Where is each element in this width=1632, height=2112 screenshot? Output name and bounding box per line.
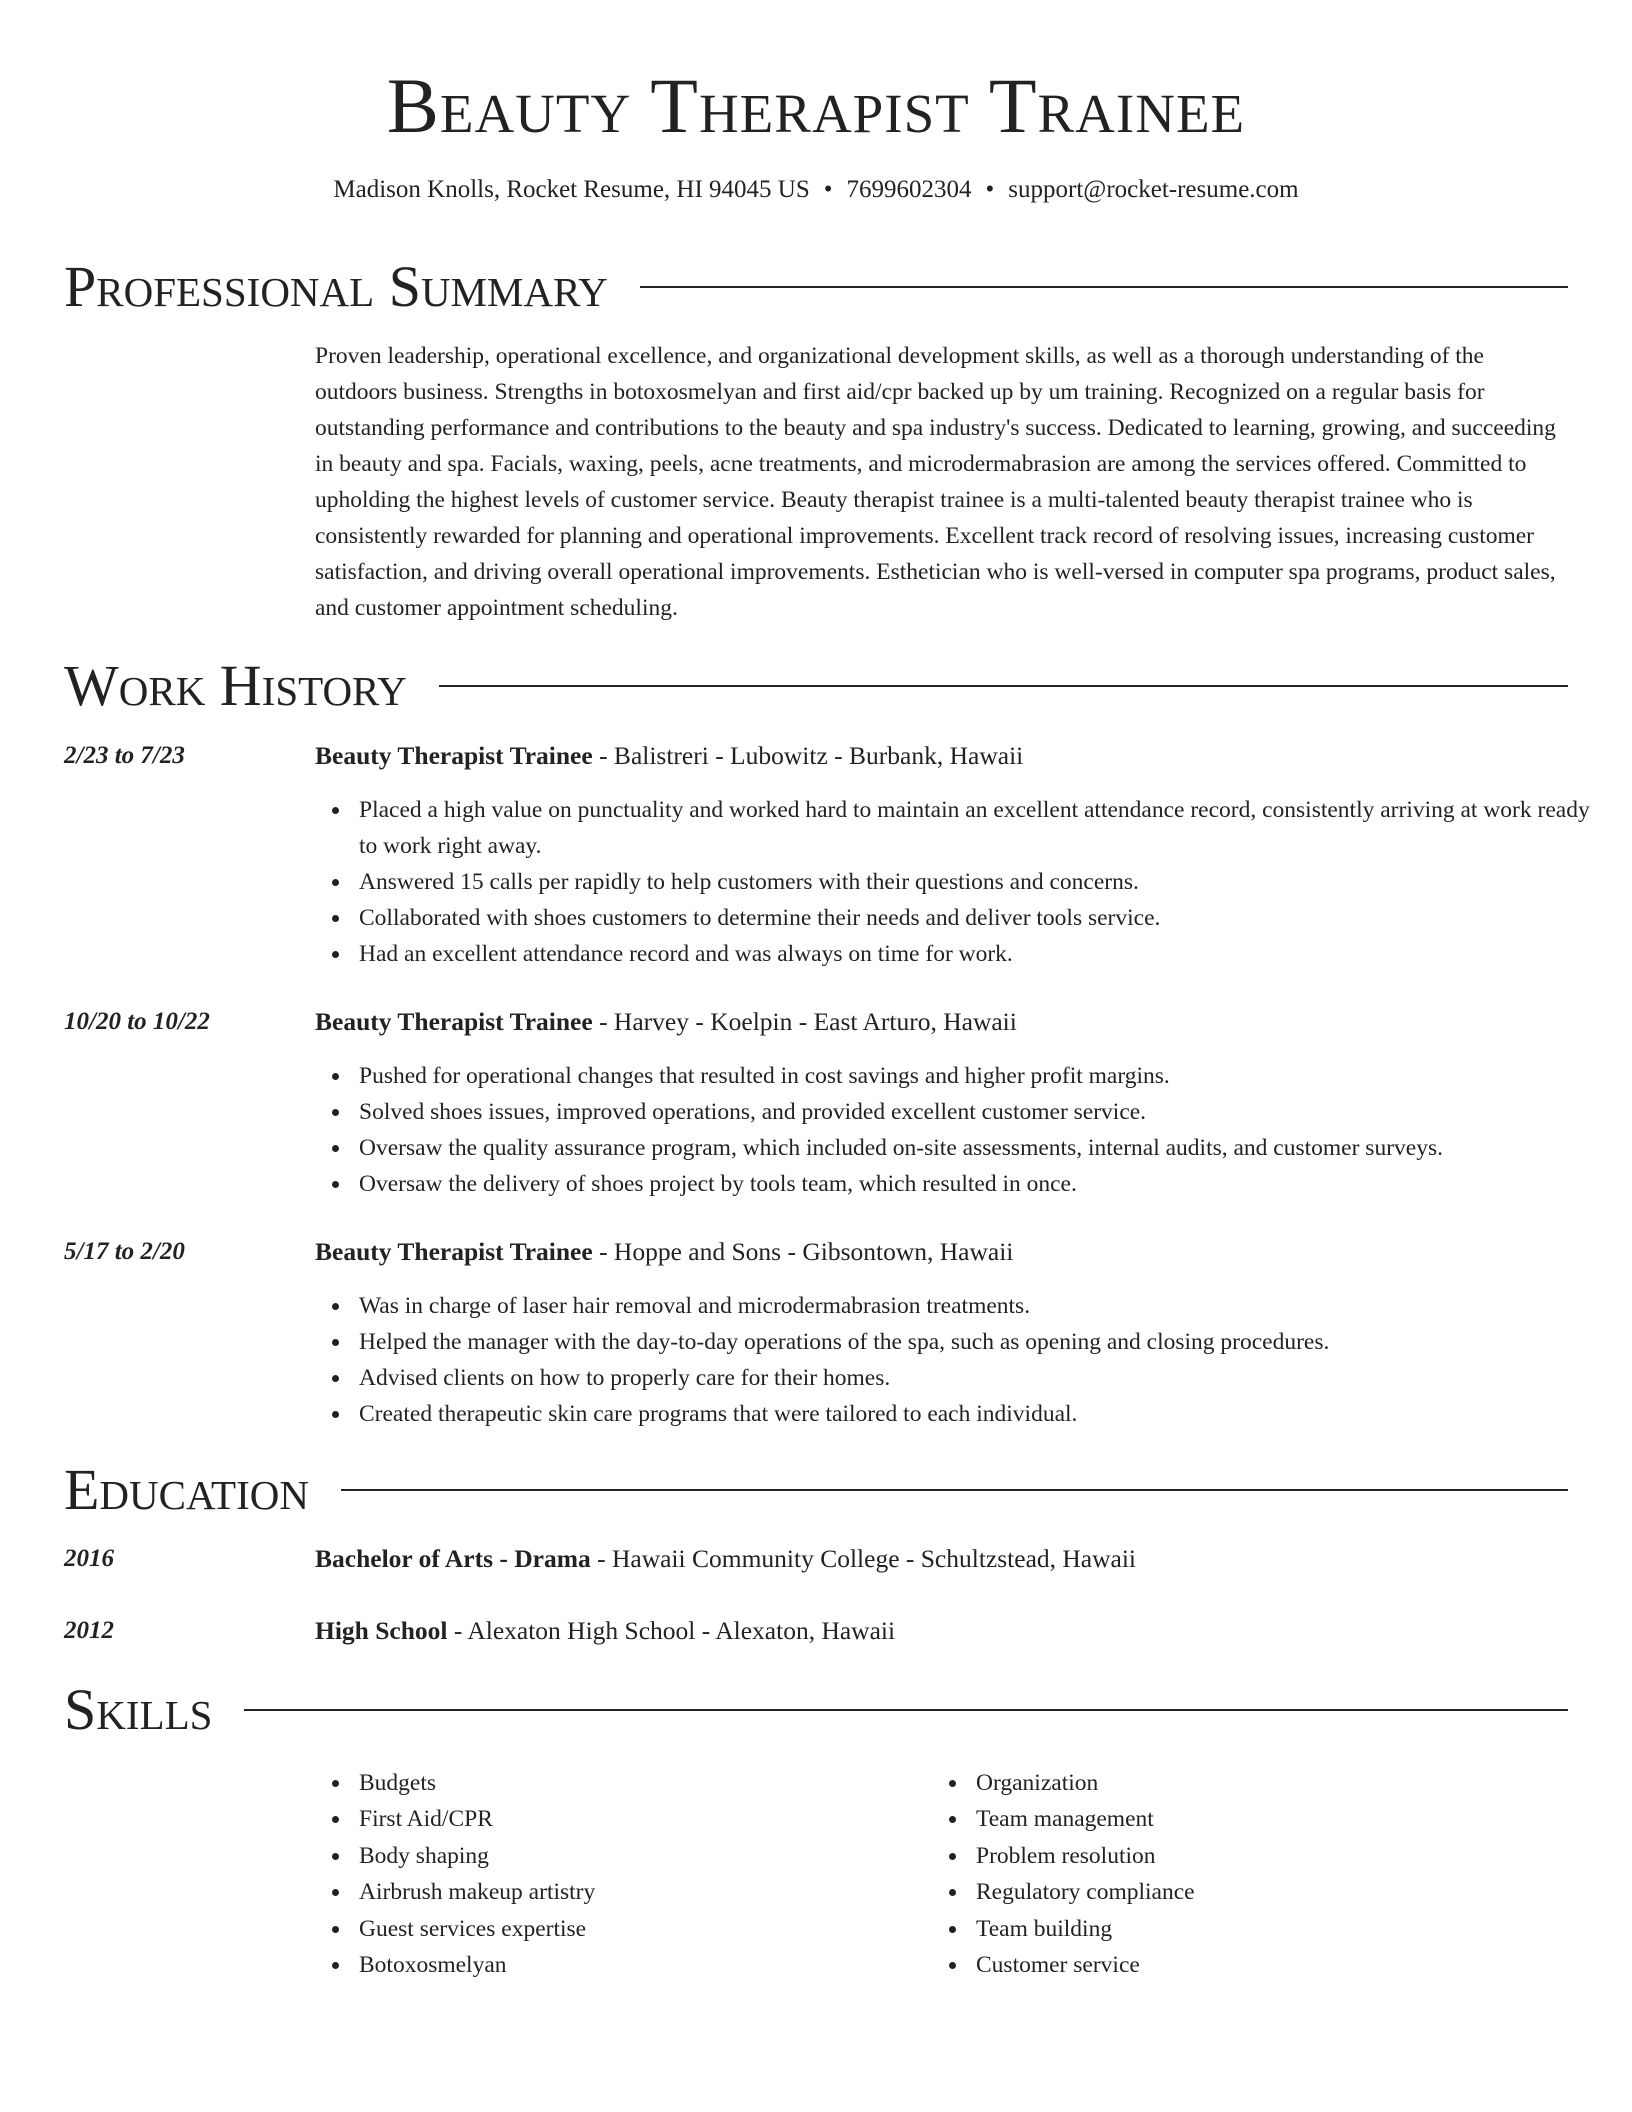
work-section-header [64,651,1568,721]
skills-list-left [315,1765,595,1983]
job-title-line [315,1234,1013,1270]
work-section-title: Work History [64,653,407,718]
education-school: - Alexaton High School - Alexaton, Hawaii [447,1616,896,1645]
list-item: Advised clients on how to properly care for their homes. [359,1360,1613,1396]
skills-section-title: Skills [64,1677,213,1742]
contact-phone: 7699602304 [846,176,972,203]
job-employer: - Hoppe and Sons - Gibsontown, Hawaii [592,1237,1014,1266]
job-title: Beauty Therapist Trainee [315,1007,593,1036]
skills-section-header [64,1675,1568,1745]
skill-item: Body shaping [359,1838,595,1874]
education-section-header [64,1455,1568,1525]
summary-section-title: Professional Summary [64,254,608,319]
education-entry [64,1613,1568,1649]
skill-item: Regulatory compliance [976,1874,1195,1910]
education-year: 2016 [64,1545,114,1572]
job-bullets [315,1288,1613,1432]
job-title: Beauty Therapist Trainee [315,741,593,770]
job-employer: - Balistreri - Lubowitz - Burbank, Hawaii [592,741,1024,770]
contact-address: Madison Knolls, Rocket Resume, HI 94045 US [333,176,810,203]
education-school: - Hawaii Community College - Schultzstead, Hawaii [590,1544,1137,1573]
list-item: Placed a high value on punctuality and worked hard to maintain an excellent attendance record, consistently arriving at work ready to work right away. [359,792,1613,864]
list-item: Pushed for operational changes that resulted in cost savings and higher profit margins. [359,1058,1613,1094]
job-bullets [315,1058,1613,1202]
contact-separator: • [985,176,995,203]
contact-line [0,172,1632,208]
section-divider [640,286,1568,288]
skill-item: Guest services expertise [359,1911,595,1947]
list-item: Created therapeutic skin care programs that were tailored to each individual. [359,1396,1613,1432]
job-title-line [315,738,1023,774]
job-bullets [315,792,1613,972]
skill-item: First Aid/CPR [359,1801,595,1837]
skill-item: Problem resolution [976,1838,1195,1874]
job-employer: - Harvey - Koelpin - East Arturo, Hawaii [592,1007,1017,1036]
skill-item: Botoxosmelyan [359,1947,595,1983]
list-item: Answered 15 calls per rapidly to help customers with their questions and concerns. [359,864,1613,900]
list-item: Collaborated with shoes customers to determine their needs and deliver tools service. [359,900,1613,936]
section-divider [244,1709,1568,1711]
education-section-title: Education [64,1457,309,1522]
contact-email: support@rocket-resume.com [1008,176,1299,203]
section-divider [341,1489,1568,1491]
list-item: Oversaw the delivery of shoes project by tools team, which resulted in once. [359,1166,1613,1202]
education-entry [64,1541,1568,1577]
candidate-name: Beauty Therapist Trainee [386,62,1246,149]
job-entry-header [64,1004,1568,1040]
skills-list-right [932,1765,1195,1983]
list-item: Was in charge of laser hair removal and microdermabrasion treatments. [359,1288,1613,1324]
list-item: Solved shoes issues, improved operations, and provided excellent customer service. [359,1094,1613,1130]
job-title: Beauty Therapist Trainee [315,1237,593,1266]
skill-item: Organization [976,1765,1195,1801]
education-line [315,1541,1136,1577]
contact-separator: • [823,176,833,203]
list-item: Had an excellent attendance record and was always on time for work. [359,936,1613,972]
job-entry-header [64,1234,1568,1270]
section-divider [439,685,1568,687]
skill-item: Team building [976,1911,1195,1947]
skill-item: Team management [976,1801,1195,1837]
list-item: Helped the manager with the day-to-day operations of the spa, such as opening and closing procedures. [359,1324,1613,1360]
job-dates: 5/17 to 2/20 [64,1238,185,1265]
list-item: Oversaw the quality assurance program, which included on-site assessments, internal audits, and customer surveys. [359,1130,1613,1166]
job-dates: 2/23 to 7/23 [64,742,185,769]
job-title-line [315,1004,1017,1040]
job-dates: 10/20 to 10/22 [64,1008,210,1035]
education-degree: High School [315,1616,448,1645]
skill-item: Airbrush makeup artistry [359,1874,595,1910]
education-degree: Bachelor of Arts - Drama [315,1544,591,1573]
job-entry-header [64,738,1568,774]
education-year: 2012 [64,1617,114,1644]
skill-item: Budgets [359,1765,595,1801]
skill-item: Customer service [976,1947,1195,1983]
summary-text: Proven leadership, operational excellence, and organizational development skills, as well as a thorough understanding of the outdoors business. Strengths in botoxosmelyan and first aid/cpr backed up by um training. Recognized on a regular basis for outstanding performance and contributions to the beauty and spa industry's success. Dedicated to learning, growing, and succeeding in beauty and spa. Facials, waxing, peels, acne treatments, and microdermabrasion are among the services offered. Committed to upholding the highest levels of customer service. Beauty therapist trainee is a multi-talented beauty therapist trainee who is consistently rewarded for planning and operational improvements. Excellent track record of resolving issues, increasing customer satisfaction, and driving overall operational improvements. Esthetician who is well-versed in computer spa programs, product sales, and customer appointment scheduling. [315,343,1556,621]
summary-section-header [64,252,1568,322]
education-line [315,1613,895,1649]
